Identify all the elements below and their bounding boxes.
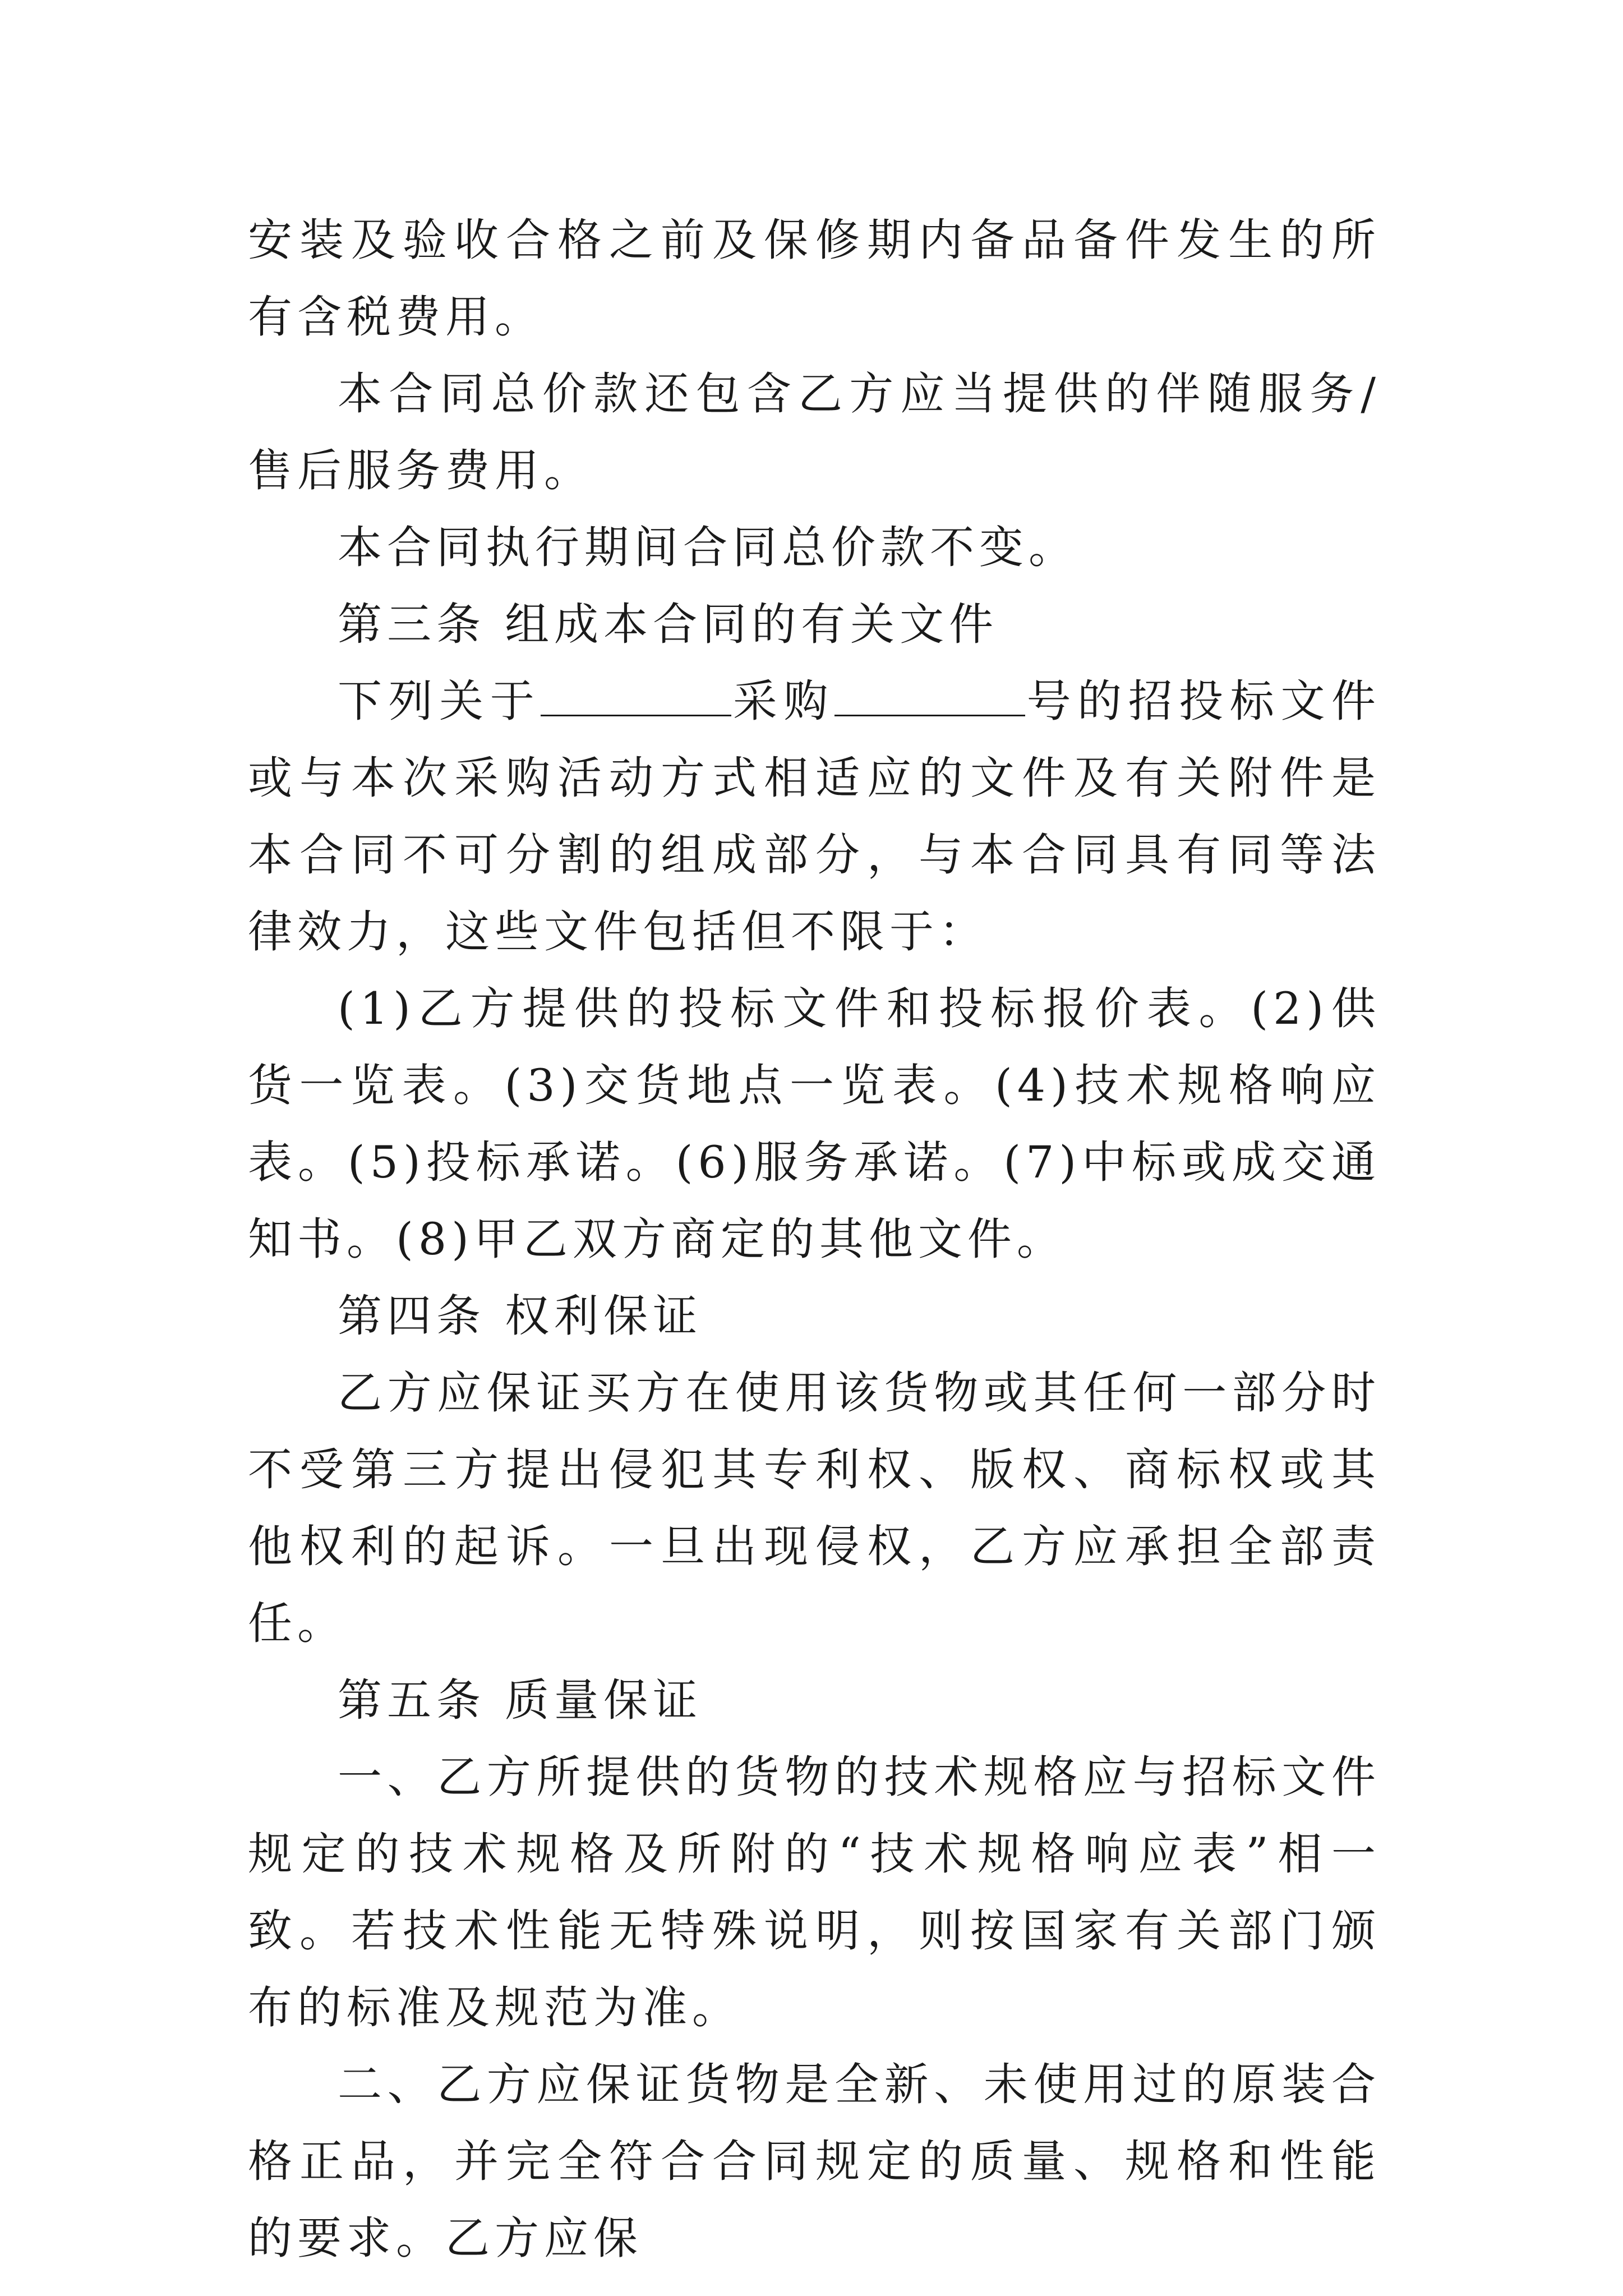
heading-article-3: 第三条 组成本合同的有关文件	[338, 599, 999, 650]
paragraph-service-fees: 本合同总价款还包含乙方应当提供的伴随服务/售后服务费用。	[248, 368, 1381, 496]
contract-text-body	[248, 202, 1381, 2277]
paragraph-quality-spec: 一、乙方所提供的货物的技术规格应与招标文件规定的技术规格及所附的“技术规格响应表”相一致。若技术性能无特殊说明，则按国家有关部门颁布的标准及规范为准。	[248, 1751, 1381, 2033]
paragraph-document-list: (1)乙方提供的投标文件和投标报价表。(2)供货一览表。(3)交货地点一览表。(4)技术规格响应表。(5)投标承诺。(6)服务承诺。(7)中标或成交通知书。(8)甲乙双方商定的其他文件。	[248, 983, 1381, 1265]
blank-project-name	[541, 681, 731, 716]
paragraph-related-documents	[248, 663, 1381, 970]
paragraph-tax-fees: 安装及验收合格之前及保修期内备品备件发生的所有含税费用。	[248, 214, 1381, 343]
paragraph-quality-new-goods: 二、乙方应保证货物是全新、未使用过的原装合格正品，并完全符合合同规定的质量、规格和性能的要求。乙方应保	[248, 2059, 1381, 2264]
paragraph-price-unchanged: 本合同执行期间合同总价款不变。	[338, 522, 1078, 573]
heading-article-4: 第四条 权利保证	[338, 1290, 703, 1342]
related-docs-text-c: 号的招投标文件或与本次采购活动方式相适应的文件及有关附件是本合同不可分割的组成部分，与本合同具有同等法律效力，这些文件包括但不限于：	[248, 675, 1381, 958]
paragraph-rights-guarantee: 乙方应保证买方在使用该货物或其任何一部分时不受第三方提出侵犯其专利权、版权、商标权或其他权利的起诉。一旦出现侵权，乙方应承担全部责任。	[248, 1367, 1381, 1649]
related-docs-text-a: 下列关于	[338, 675, 541, 727]
heading-article-5: 第五条 质量保证	[338, 1674, 703, 1726]
related-docs-text-b: 采购	[731, 675, 835, 727]
blank-procurement-number	[834, 681, 1025, 716]
